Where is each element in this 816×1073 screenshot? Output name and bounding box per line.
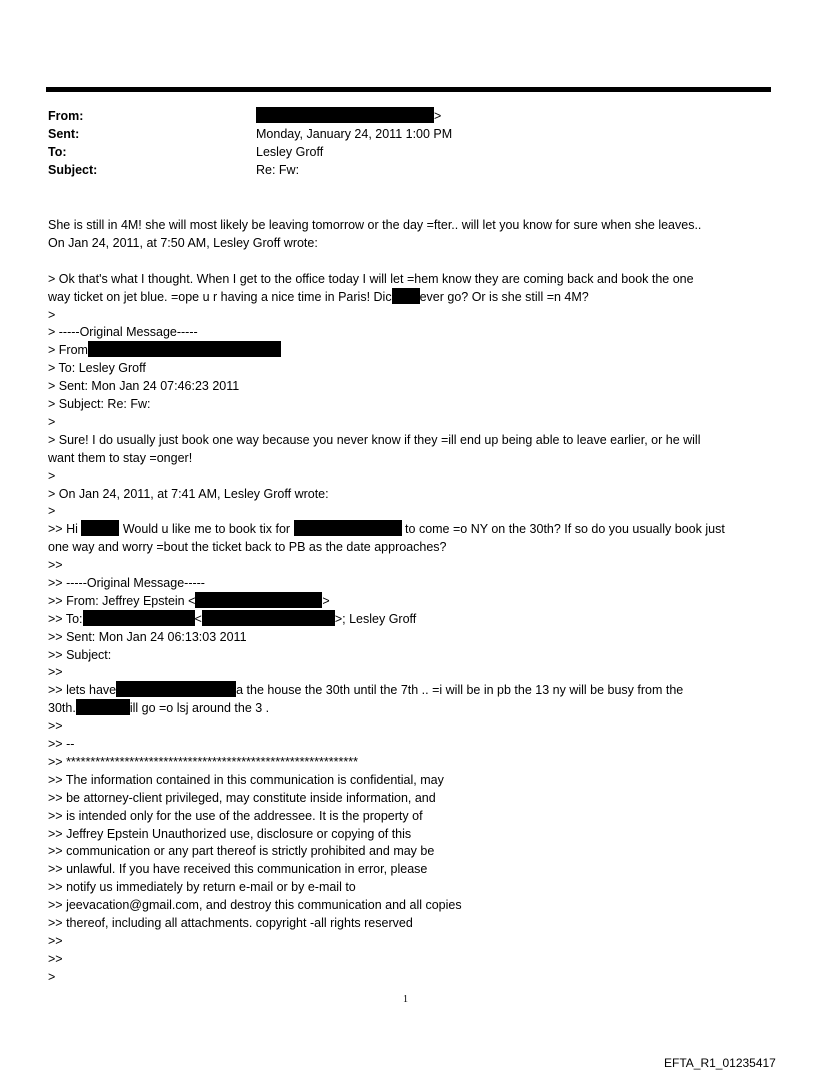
header-rule — [46, 87, 771, 92]
body-line — [48, 610, 416, 628]
to-value: Lesley Groff — [256, 145, 324, 159]
disclaimer-line: >> be attorney-client privileged, may constitute inside information, and — [48, 791, 436, 805]
redaction-box — [88, 341, 281, 357]
text-segment: > From — [48, 343, 88, 357]
body-line: > On Jan 24, 2011, at 7:41 AM, Lesley Groff wrote: — [48, 487, 329, 501]
text-segment: >> To: — [48, 612, 83, 626]
body-line — [48, 681, 683, 699]
body-line: > — [48, 308, 56, 322]
text-segment: to come =o NY on the 30th? If so do you usually book just — [405, 522, 725, 536]
body-line: >> — [48, 719, 63, 733]
text-segment: >> lets have — [48, 683, 117, 697]
from-value — [256, 107, 441, 125]
sent-value: Monday, January 24, 2011 1:00 PM — [256, 127, 453, 141]
body-line: >> -- — [48, 737, 75, 751]
body-line: >> Sent: Mon Jan 24 06:13:03 2011 — [48, 630, 247, 644]
redaction-box — [81, 520, 119, 536]
body-line: >> ************************************************************ — [48, 755, 358, 769]
text-segment: way ticket on jet blue. =ope u r having a nice time in Paris! Dic — [48, 290, 392, 304]
text-segment: > — [322, 594, 330, 608]
body-line: > Ok that's what I thought. When I get to the office today I will let =hem know they are coming back and book the one — [48, 272, 694, 286]
body-line: > — [48, 415, 56, 429]
body-line: > — [48, 970, 56, 984]
body-line: On Jan 24, 2011, at 7:50 AM, Lesley Groff wrote: — [48, 236, 318, 250]
disclaimer-line: >> notify us immediately by return e-mail or by e-mail to — [48, 880, 356, 894]
from-suffix: > — [434, 109, 442, 123]
from-label: From: — [48, 109, 84, 123]
redaction-box — [256, 107, 434, 123]
text-segment: ill go =o lsj around the 3 . — [129, 701, 270, 715]
disclaimer-line: >> thereof, including all attachments. copyright -all rights reserved — [48, 916, 413, 930]
body-line — [48, 341, 281, 359]
disclaimer-line: >> unlawful. If you have received this communication in error, please — [48, 862, 428, 876]
text-segment: a the house the 30th until the 7th .. =i will be in pb the 13 ny will be busy from the — [236, 683, 684, 697]
body-line: > To: Lesley Groff — [48, 361, 146, 375]
body-line: > Sure! I do usually just book one way because you never know if they =ill end up being able to leave earlier, or he will — [48, 433, 701, 447]
text-segment: >> From: Jeffrey Epstein < — [48, 594, 196, 608]
text-segment: ever go? Or is she still =n 4M? — [419, 290, 589, 304]
body-line — [48, 592, 330, 610]
body-line: > -----Original Message----- — [48, 325, 198, 339]
redaction-box — [294, 520, 402, 536]
to-label: To: — [48, 145, 67, 159]
redaction-box — [83, 610, 195, 626]
redaction-box — [195, 592, 322, 608]
redaction-box — [202, 610, 335, 626]
disclaimer-line: >> The information contained in this communication is confidential, may — [48, 773, 444, 787]
text-segment: Would u like me to book tix for — [122, 522, 291, 536]
disclaimer-line: >> Jeffrey Epstein Unauthorized use, disclosure or copying of this — [48, 827, 412, 841]
body-line: > — [48, 504, 56, 518]
redaction-box — [392, 288, 420, 304]
redaction-box — [116, 681, 236, 697]
body-line: >> — [48, 934, 63, 948]
disclaimer-line: >> communication or any part thereof is strictly prohibited and may be — [48, 844, 435, 858]
body-line: > Subject: Re: Fw: — [48, 397, 151, 411]
body-line: >> — [48, 558, 63, 572]
redaction-box — [76, 699, 130, 715]
body-line: >> -----Original Message----- — [48, 576, 205, 590]
body-line — [48, 520, 725, 538]
body-line: want them to stay =onger! — [48, 451, 193, 465]
document-id: EFTA_R1_01235417 — [664, 1056, 776, 1070]
body-line: >> Subject: — [48, 648, 112, 662]
text-segment: < — [194, 612, 202, 626]
body-line: > — [48, 469, 56, 483]
disclaimer-line: >> is intended only for the use of the addressee. It is the property of — [48, 809, 423, 823]
text-segment: 30th. — [48, 701, 76, 715]
body-line: >> — [48, 952, 63, 966]
body-line — [48, 288, 589, 306]
text-segment: >; Lesley Groff — [334, 612, 417, 626]
text-segment: >> Hi — [48, 522, 78, 536]
subject-label: Subject: — [48, 163, 98, 177]
body-line: > Sent: Mon Jan 24 07:46:23 2011 — [48, 379, 240, 393]
page-number: 1 — [403, 994, 408, 1005]
sent-label: Sent: — [48, 127, 80, 141]
body-line: She is still in 4M! she will most likely be leaving tomorrow or the day =fter.. will let you know for sure when she leaves.. — [48, 218, 702, 232]
body-line: one way and worry =bout the ticket back to PB as the date approaches? — [48, 540, 447, 554]
subject-value: Re: Fw: — [256, 163, 300, 177]
body-line — [48, 699, 269, 717]
disclaimer-line: >> jeevacation@gmail.com, and destroy this communication and all copies — [48, 898, 462, 912]
body-line: >> — [48, 665, 63, 679]
